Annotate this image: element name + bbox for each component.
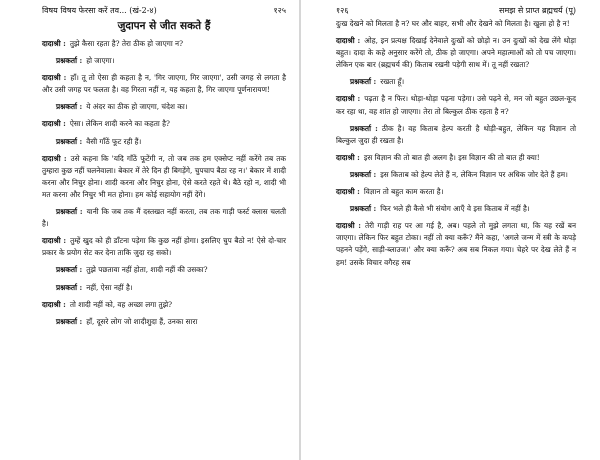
speaker-label: दादाश्री :	[42, 73, 67, 83]
dialogue-paragraph	[42, 206, 286, 230]
paragraph-text: ऐसा। लेकिन शादी करने का कहता है?	[69, 119, 170, 129]
speaker-label: दादाश्री :	[336, 94, 361, 104]
speaker-label: प्रश्नकर्ता :	[56, 102, 83, 112]
paragraph-text: दुःख देखने को मिलता है न? घर और बाहर, सभी और देखने को मिलता है। खुला हो है न!	[336, 19, 570, 28]
left-page-number: १२५	[273, 6, 286, 15]
dialogue-paragraph	[336, 76, 576, 88]
section-title: जुदापन से जीत सकते हैं	[117, 20, 211, 32]
paragraph-text: वैसी गाँठें फूट रही हैं।	[86, 136, 142, 146]
speaker-label: प्रश्नकर्ता :	[350, 123, 378, 133]
paragraph-text: ठीक है। वह किताब हेल्प करती है थोड़ी-बहुत, लेकिन यह विज्ञान तो बिल्कुल जुदा ही रखता है।	[336, 123, 576, 145]
dialogue-paragraph	[336, 35, 576, 71]
dialogue-paragraph	[42, 299, 286, 311]
speaker-label: दादाश्री :	[42, 299, 66, 309]
paragraph-text: तेरी गाड़ी राह पर आ गई है, अब। पहले तो मुझे लगता था, कि यह रखें बन जाएगा। लेकिन फिर बहुत टोका। नहीं तो क्या करूँ? मैंने कहा, 'अगले जन्म में स्त्री के कपड़े पहनने पड़ेंगे, साड़ी-ब्लाउज।' और क्या करूँ? अब सब निकल गया। चेहरे पर देख लेते हैं न हम! उसके विचार वगैरह सब	[336, 221, 576, 267]
left-running-title: विषय विषय फेरसा करें तव... (खं-2-४)	[42, 6, 157, 15]
speaker-label: प्रश्नकर्ता :	[56, 136, 83, 146]
speaker-label: दादाश्री :	[336, 221, 361, 231]
paragraph-text: ओह, इन प्रत्यक्ष दिखाई देनेवाले दुःखों को छोड़ो न। उन दुःखों को देख लेंगे थोड़ा बहुत। दादा के कहे अनुसार करेंगे तो, ठीक हो जाएगा। अपने महात्माओं को तो पच जाएगा। लेकिन एक बार (ब्रह्मचर्य की) किताब रखनी पड़ेगी साथ में। तू नहीं रखता?	[336, 36, 576, 70]
paragraph-text: इस किताब को हेल्प लेते हैं न, लेकिन विज्ञान पर अधिक जोर देते हैं हम।	[380, 169, 568, 179]
speaker-label: प्रश्नकर्ता :	[56, 56, 83, 66]
left-page-body	[42, 38, 286, 328]
dialogue-paragraph	[336, 169, 576, 181]
dialogue-paragraph	[42, 264, 286, 276]
paragraph-text: नहीं, ऐसा नहीं है।	[86, 282, 133, 292]
speaker-label: दादाश्री :	[42, 153, 67, 163]
paragraph-text: तुझे कैसा रहता है? तेरा ठीक हो जाएगा न?	[69, 39, 184, 48]
dialogue-paragraph	[42, 153, 286, 201]
paragraph-text: हो जाएगा।	[86, 56, 115, 66]
dialogue-paragraph	[336, 220, 576, 268]
dialogue-paragraph	[336, 123, 576, 147]
paragraph-text: रखता हूँ।	[380, 77, 405, 87]
speaker-label: प्रश्नकर्ता :	[56, 207, 83, 217]
paragraph-text: तुम्हें खुद को ही डाँटना पड़ेगा कि कुछ नहीं होगा। इसलिए चुप बैठो न! ऐसे दो-चार प्रकार के प्रयोग सेट कर देना ताकि जुदा रह सको।	[42, 236, 286, 258]
right-page-number: १२६	[336, 6, 349, 15]
dialogue-paragraph	[42, 118, 286, 130]
right-page	[300, 0, 600, 460]
paragraph-text: यानी कि जब तक मैं दस्तखत नहीं करता, तब तक गाड़ी फर्स्ट क्लास चलती है।	[42, 207, 286, 229]
dialogue-paragraph	[336, 93, 576, 117]
paragraph-text: विज्ञान तो बहुत काम करता है।	[363, 187, 444, 197]
dialogue-paragraph	[42, 55, 286, 67]
dialogue-paragraph	[42, 235, 286, 259]
dialogue-paragraph	[42, 38, 286, 50]
dialogue-paragraph	[42, 101, 286, 113]
dialogue-paragraph	[336, 18, 576, 30]
paragraph-text: फिर भले ही कैसे भी संयोग आएँ वे इस किताब में नहीं है।	[380, 204, 530, 214]
speaker-label: प्रश्नकर्ता :	[350, 77, 377, 87]
paragraph-text: उसे कहना कि 'यदि गाँठें फूटेंगी न, तो जब तक हम एक्सेप्ट नहीं करेंगे तब तक तुम्हारा कुछ नहीं चलनेवाला। बेकार में तेरे दिन ही बिगड़ेंगे, चुपचाप बैठा रह न।' बेकार में शादी करना और निचुर होना। शादी करना और निचुर होना, ऐसे करते रहते थे। बैठे रहो न, शादी भी मत करना और निचुर भी मत होना। हम कोई सहायोग नहीं देंगे।	[42, 153, 286, 199]
speaker-label: दादाश्री :	[42, 236, 67, 246]
left-page-header	[42, 6, 286, 16]
speaker-label: दादाश्री :	[42, 119, 66, 129]
speaker-label: प्रश्नकर्ता :	[350, 169, 377, 179]
dialogue-paragraph	[42, 136, 286, 148]
speaker-label: प्रश्नकर्ता :	[56, 265, 83, 275]
speaker-label: दादाश्री :	[336, 36, 361, 46]
right-running-title: समझ से प्राप्त ब्रह्मचर्य (पू)	[499, 6, 576, 15]
dialogue-paragraph	[336, 152, 576, 164]
paragraph-text: तुझे पछतावा नहीं होता, शादी नहीं की उसका?	[86, 265, 208, 275]
speaker-label: दादाश्री :	[336, 187, 360, 197]
speaker-label: दादाश्री :	[336, 152, 360, 162]
speaker-label: प्रश्नकर्ता :	[350, 204, 377, 214]
dialogue-paragraph	[336, 203, 576, 215]
speaker-label: प्रश्नकर्ता :	[56, 316, 83, 326]
dialogue-paragraph	[336, 186, 576, 198]
dialogue-paragraph	[42, 282, 286, 294]
speaker-label: प्रश्नकर्ता :	[56, 282, 83, 292]
speaker-label: दादाश्री :	[42, 39, 66, 48]
paragraph-text: पढ़ता है न फिर। थोड़ा-थोड़ा पढ़ना पड़ेगा। उसे पढ़ने से, मन जो बहुत उछल-कूद कर रहा था, वह शांत हो जाएगा। तेरा तो बिल्कुल ठीक रहता है न?	[336, 94, 576, 116]
right-page-header	[336, 6, 576, 16]
dialogue-paragraph	[42, 316, 286, 328]
paragraph-text: ये अंदर का ठीक हो जाएगा, चंदेश का।	[86, 102, 188, 112]
dialogue-paragraph	[42, 72, 286, 96]
paragraph-text: हाँ। तू तो ऐसा ही कहता है न, 'गिर जाएगा, गिर जाएगा', उसी जगह से लगता है और उसी जगह पर फलता है। वह गिरता नहीं न, यह कहता है, गिर जाएगा पूर्णनारायण!	[42, 73, 286, 95]
paragraph-text: तो शादी नहीं को, वह अच्छा लगा तुझे?	[69, 299, 173, 309]
paragraph-text: हाँ, दूसरे लोग जो शादीशुदा हैं, उनका सारा	[86, 316, 198, 326]
right-page-body	[336, 18, 576, 269]
paragraph-text: इस विज्ञान की तो बात ही अलग है। इस विज्ञान की तो बात ही क्या!	[363, 152, 540, 162]
